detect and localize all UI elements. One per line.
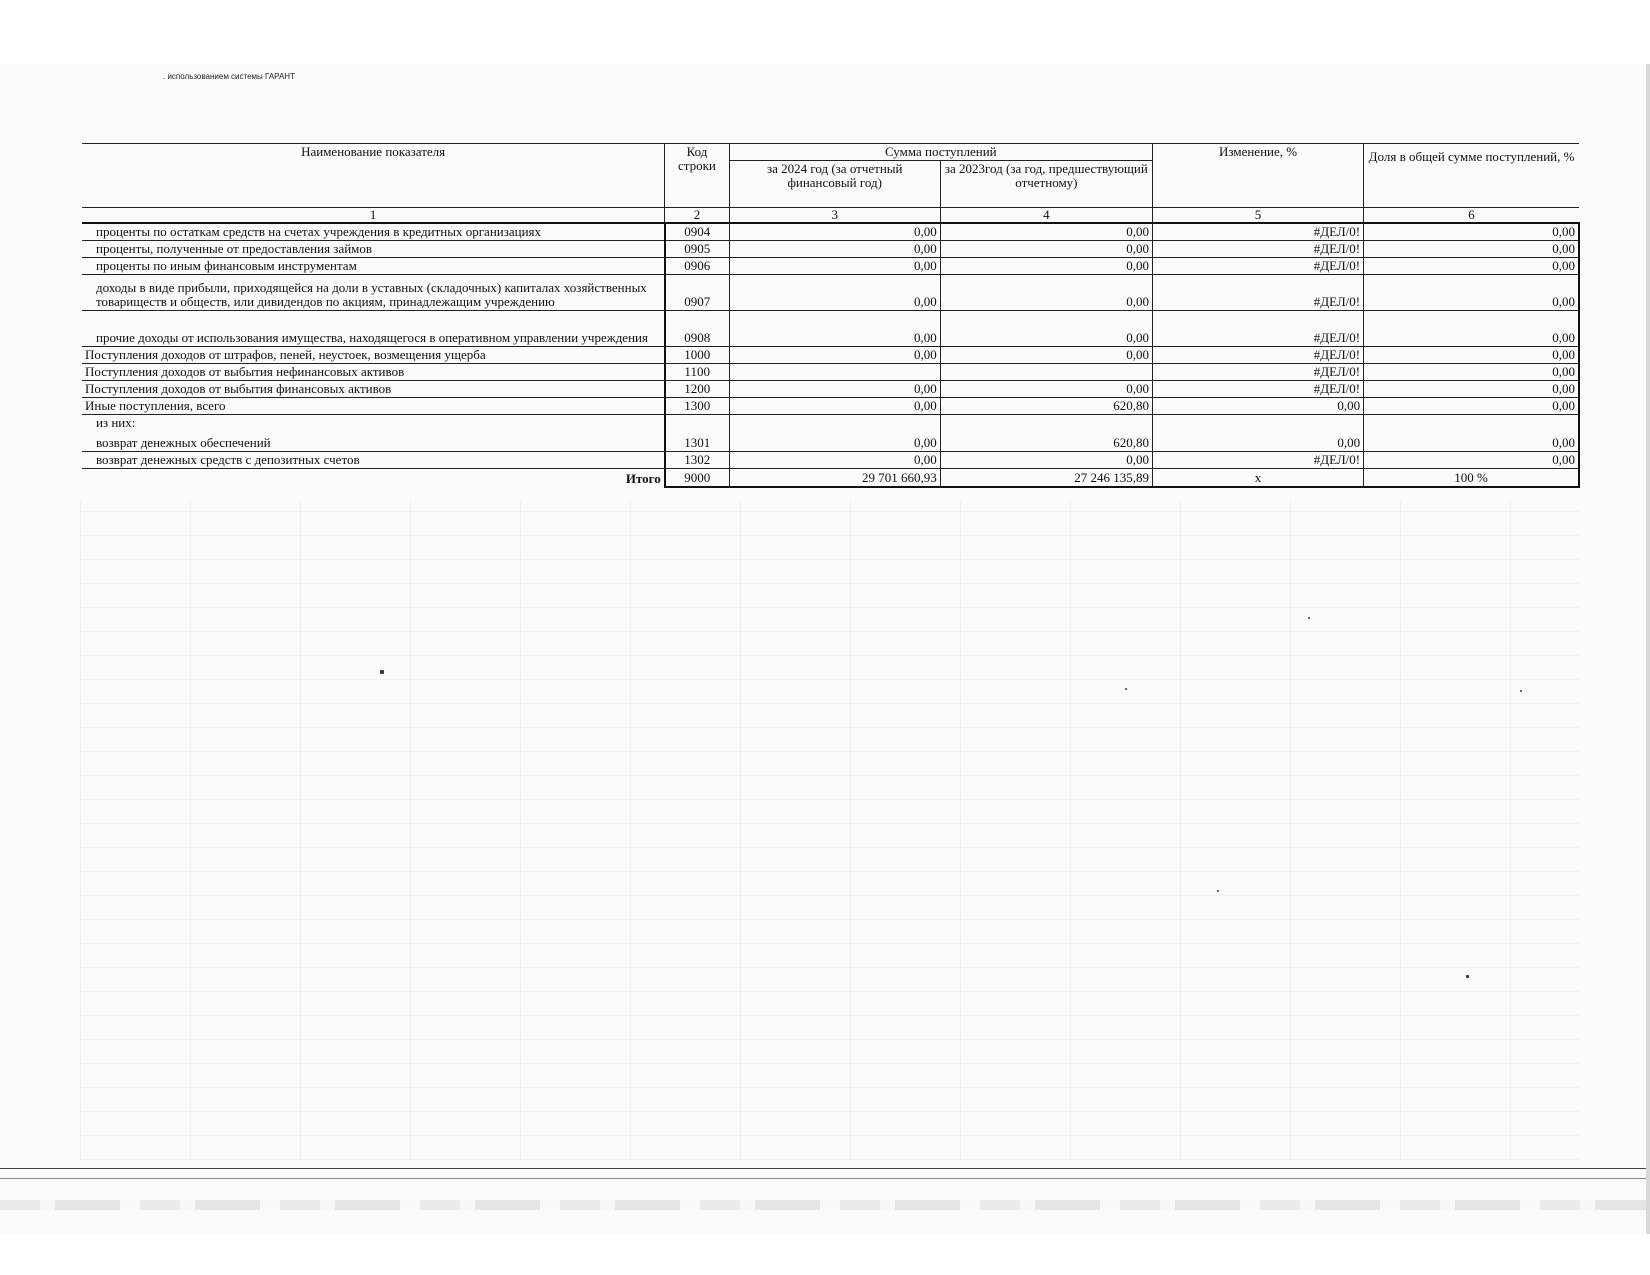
row-share: 0,00 <box>1364 311 1579 347</box>
total-change: х <box>1152 469 1363 487</box>
row-sum-2024: 0,00 <box>729 415 940 452</box>
row-change: #ДЕЛ/0! <box>1152 364 1363 381</box>
row-share: 0,00 <box>1364 398 1579 415</box>
row-change: #ДЕЛ/0! <box>1152 241 1363 258</box>
row-sum-2024: 0,00 <box>729 452 940 469</box>
header-sum-2023: за 2023год (за год, предшествующий отчетному) <box>940 161 1152 208</box>
row-sum-2024: 0,00 <box>729 241 940 258</box>
row-code: 1300 <box>665 398 729 415</box>
row-sum-2023: 0,00 <box>940 241 1152 258</box>
row-share: 0,00 <box>1364 347 1579 364</box>
row-sum-2023: 0,00 <box>940 311 1152 347</box>
total-row <box>82 469 1579 487</box>
colnum-1: 1 <box>82 208 665 224</box>
bottom-rule-secondary <box>0 1178 1646 1179</box>
row-name: возврат денежных средств с депозитных счетов <box>82 452 665 469</box>
total-sum-2023: 27 246 135,89 <box>940 469 1152 487</box>
row-share: 0,00 <box>1364 241 1579 258</box>
scan-speck <box>1125 688 1127 690</box>
table-row <box>82 415 1579 452</box>
bleed-through-grid <box>80 500 1580 1160</box>
row-change: #ДЕЛ/0! <box>1152 347 1363 364</box>
page-right-edge <box>1646 64 1650 1234</box>
row-sum-2023: 0,00 <box>940 223 1152 241</box>
table-row <box>82 258 1579 275</box>
row-sum-2023: 0,00 <box>940 275 1152 311</box>
scan-speck <box>1520 690 1522 692</box>
row-code: 1100 <box>665 364 729 381</box>
row-name <box>82 415 665 452</box>
row-change: #ДЕЛ/0! <box>1152 311 1363 347</box>
row-change: #ДЕЛ/0! <box>1152 381 1363 398</box>
total-code: 9000 <box>665 469 729 487</box>
table-row <box>82 398 1579 415</box>
scan-speck <box>1217 890 1219 892</box>
table-row <box>82 275 1579 311</box>
scan-speck <box>1466 975 1469 978</box>
garant-header-note: . использованием системы ГАРАНТ <box>163 72 295 81</box>
row-name: проценты по иным финансовым инструментам <box>82 258 665 275</box>
row-code: 1200 <box>665 381 729 398</box>
header-share: Доля в общей сумме поступлений, % <box>1364 144 1579 208</box>
row-change: #ДЕЛ/0! <box>1152 452 1363 469</box>
row-name: проценты по остаткам средств на счетах учреждения в кредитных организациях <box>82 223 665 241</box>
total-sum-2024: 29 701 660,93 <box>729 469 940 487</box>
row-share: 0,00 <box>1364 364 1579 381</box>
row-change: 0,00 <box>1152 398 1363 415</box>
row-code: 1000 <box>665 347 729 364</box>
row-sum-2023: 0,00 <box>940 381 1152 398</box>
column-number-row <box>82 208 1579 224</box>
table-row <box>82 381 1579 398</box>
row-sum-2023: 620,80 <box>940 398 1152 415</box>
header-name: Наименование показателя <box>82 144 665 208</box>
row-sum-2024: 0,00 <box>729 347 940 364</box>
row-share: 0,00 <box>1364 452 1579 469</box>
row-name: проценты, полученные от предоставления займов <box>82 241 665 258</box>
row-sum-2024: 0,00 <box>729 258 940 275</box>
total-share: 100 % <box>1364 469 1579 487</box>
scan-top-margin <box>0 0 1650 64</box>
row-name: Поступления доходов от штрафов, пеней, неустоек, возмещения ущерба <box>82 347 665 364</box>
row-name: доходы в виде прибыли, приходящейся на доли в уставных (складочных) капиталах хозяйственных товариществ и обществ, или дивидендов по акциям, принадлежащим учреждению <box>82 275 665 311</box>
row-name: Поступления доходов от выбытия нефинансовых активов <box>82 364 665 381</box>
row-change: #ДЕЛ/0! <box>1152 223 1363 241</box>
scan-speck <box>1308 617 1310 619</box>
header-sum-2024: за 2024 год (за отчетный финансовый год) <box>729 161 940 208</box>
colnum-4: 4 <box>940 208 1152 224</box>
row-change: 0,00 <box>1152 415 1363 452</box>
row-name-lead: из них: <box>96 415 136 430</box>
table-row <box>82 311 1579 347</box>
row-change: #ДЕЛ/0! <box>1152 258 1363 275</box>
row-share: 0,00 <box>1364 275 1579 311</box>
table-row <box>82 223 1579 241</box>
bottom-rule <box>0 1168 1646 1169</box>
row-sum-2024 <box>729 364 940 381</box>
total-label: Итого <box>625 470 661 486</box>
row-name-sub: возврат денежных обеспечений <box>96 435 271 450</box>
row-sum-2023: 0,00 <box>940 258 1152 275</box>
table-row <box>82 241 1579 258</box>
row-name: прочие доходы от использования имущества, находящегося в оперативном управлении учреждения <box>82 311 665 347</box>
row-sum-2024: 0,00 <box>729 311 940 347</box>
row-share: 0,00 <box>1364 381 1579 398</box>
colnum-6: 6 <box>1364 208 1579 224</box>
row-code: 0907 <box>665 275 729 311</box>
header-change: Изменение, % <box>1152 144 1363 208</box>
colnum-3: 3 <box>729 208 940 224</box>
row-code: 1302 <box>665 452 729 469</box>
colnum-2: 2 <box>665 208 729 224</box>
row-name: Иные поступления, всего <box>82 398 665 415</box>
row-sum-2023: 620,80 <box>940 415 1152 452</box>
colnum-5: 5 <box>1152 208 1363 224</box>
table-row <box>82 347 1579 364</box>
row-code: 0906 <box>665 258 729 275</box>
row-share: 0,00 <box>1364 415 1579 452</box>
row-sum-2023 <box>940 364 1152 381</box>
row-sum-2024: 0,00 <box>729 275 940 311</box>
row-sum-2023: 0,00 <box>940 452 1152 469</box>
table-row <box>82 452 1579 469</box>
row-sum-2024: 0,00 <box>729 398 940 415</box>
row-name: Поступления доходов от выбытия финансовых активов <box>82 381 665 398</box>
row-share: 0,00 <box>1364 258 1579 275</box>
header-sum-group: Сумма поступлений <box>729 144 1152 161</box>
row-code: 0908 <box>665 311 729 347</box>
row-sum-2024: 0,00 <box>729 223 940 241</box>
row-code: 0905 <box>665 241 729 258</box>
header-code: Код строки <box>665 144 729 208</box>
row-change: #ДЕЛ/0! <box>1152 275 1363 311</box>
row-code: 1301 <box>665 415 729 452</box>
scan-speck <box>380 670 384 674</box>
header-row-1 <box>82 144 1579 161</box>
revenue-table <box>82 143 1580 488</box>
row-sum-2023: 0,00 <box>940 347 1152 364</box>
table-row <box>82 364 1579 381</box>
row-sum-2024: 0,00 <box>729 381 940 398</box>
scan-artifact-strip <box>0 1200 1646 1210</box>
row-share: 0,00 <box>1364 223 1579 241</box>
row-code: 0904 <box>665 223 729 241</box>
